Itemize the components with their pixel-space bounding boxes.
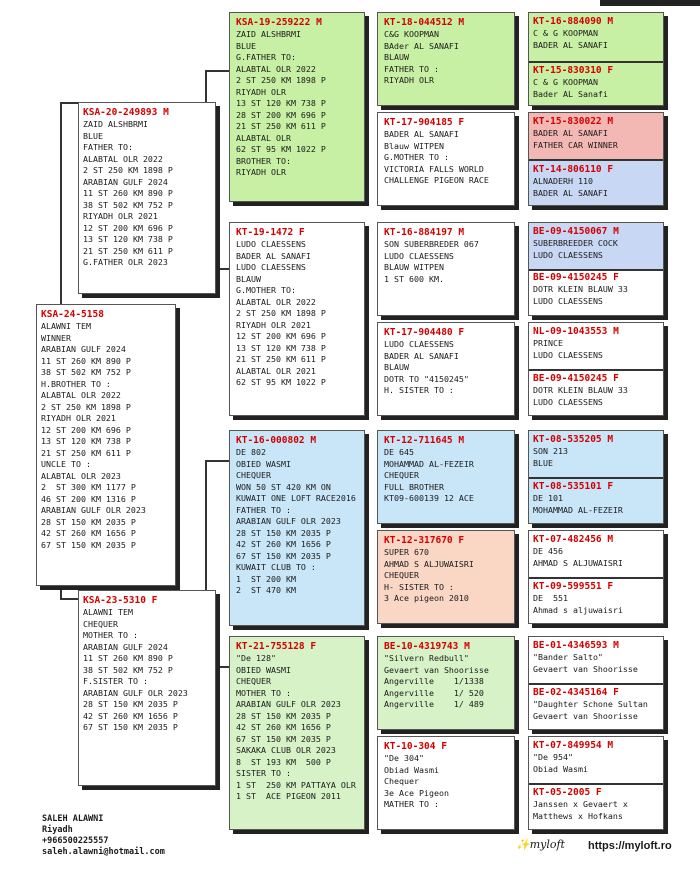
bird-details: LUDO CLAESSENS BADER AL SANAFI LUDO CLAESSENS BLAUW G.MOTHER TO: ALABTAL OLR 2022 2 ST 250 KM 1898 P RIYADH OLR 2021 12 ST 200 KM 696 P 13 ST 120 KM 738 P 21 ST 250 KM 611 P ALABTAL OLR 2021 62 ST 95 KM 1022 P [236, 239, 326, 387]
ring-number: BE-01-4346593 M [533, 640, 619, 651]
card-pair-4[interactable] [528, 322, 664, 416]
bird-details: BADER AL SANAFI Blauw WITPEN G.MOTHER TO : VICTORIA FALLS WORLD CHALLENGE PIGEON RACE [384, 129, 489, 185]
ring-number: KT-14-806110 F [533, 164, 614, 175]
bird-details: ALAWNI TEM WINNER ARABIAN GULF 2024 11 ST 260 KM 890 P 38 ST 502 KM 752 P H.BROTHER TO : ALABTAL OLR 2022 2 ST 250 KM 1898 P RIYADH OLR 2021 12 ST 200 KM 696 P 13 ST 120 KM 738 P 21 ST 250 KM 611 P UNCLE TO : ALABTAL OLR 2023 2 ST 300 KM 1177 P 46 ST 200 KM 1316 P ARABIAN GULF OLR 2023 28 ST 150 KM 2035 P 42 ST 260 KM 1656 P 67 ST 150 KM 2035 P [41, 321, 146, 550]
ring-number: KSA-23-5310 F [83, 595, 158, 606]
card-dam[interactable] [78, 590, 216, 786]
card-ggp-6[interactable] [377, 530, 515, 624]
ring-number: BE-09-4150067 M [533, 226, 619, 237]
ring-number: BE-10-4319743 M [384, 641, 470, 652]
owner-contact [42, 814, 165, 858]
card-pair-1[interactable] [528, 12, 664, 106]
bird-details: SUPER 670 AHMAD S ALJUWAISRI CHEQUER H- SISTER TO : 3 Ace pigeon 2010 [384, 547, 474, 603]
card-pair-2[interactable] [528, 112, 664, 206]
bird-details: "Daughter Schone Sultan Gevaert van Shoorisse [533, 699, 648, 721]
bird-details: SON SUBERBREDER 067 LUDO CLAESSENS BLAUW WITPEN 1 ST 600 KM. [384, 239, 479, 284]
brand-logo: ✨myloft [516, 838, 565, 851]
bird-details: "De 304" Obiad Wasmi Chequer 3e Ace Pigeon MATHER TO : [384, 753, 449, 809]
card-granddam-2[interactable] [229, 636, 365, 830]
ring-number: KT-16-000802 M [236, 435, 317, 446]
ring-number: KSA-19-259222 M [236, 17, 322, 28]
bird-details: ALNADERH 110 BADER AL SANAFI [533, 176, 608, 198]
card-ggp-8[interactable] [377, 736, 515, 830]
ring-number: KT-17-904185 F [384, 117, 465, 128]
bird-details: PRINCE LUDO CLAESSENS [533, 338, 603, 360]
owner-name: SALEH ALAWNI [42, 814, 104, 824]
ring-number: KT-17-904480 F [384, 327, 465, 338]
connector [60, 102, 62, 304]
card-ggp-2[interactable] [377, 112, 515, 206]
divider [529, 577, 663, 579]
owner-phone[interactable]: +966500225557 [42, 836, 109, 846]
ring-number: KT-15-830022 M [533, 116, 614, 127]
ring-number: KSA-24-5158 [41, 309, 104, 320]
bird-details: SUBERBREEDER COCK LUDO CLAESSENS [533, 238, 618, 260]
ring-number: KT-21-755128 F [236, 641, 317, 652]
bird-details: SON 213 BLUE [533, 446, 568, 468]
bird-details: DE 645 MOHAMMAD AL-FEZEIR CHEQUER FULL BROTHER KT09-600139 12 ACE [384, 447, 474, 503]
ring-number: KT-08-535101 F [533, 481, 614, 492]
brand-url[interactable]: https://myloft.ro [588, 840, 672, 852]
ring-number: KT-19-1472 F [236, 227, 305, 238]
ring-number: KT-05-2005 F [533, 787, 602, 798]
connector [205, 460, 229, 462]
brand-logo-text: myloft [529, 838, 565, 851]
card-pair-7[interactable] [528, 636, 664, 730]
connector [60, 102, 78, 104]
bird-details: DOTR KLEIN BLAUW 33 LUDO CLAESSENS [533, 385, 628, 407]
bird-details: ALAWNI TEM CHEQUER MOTHER TO : ARABIAN GULF 2024 11 ST 260 KM 890 P 38 ST 502 KM 752 P F.SISTER TO : ARABIAN GULF OLR 2023 28 ST 150 KM 2035 P 42 ST 260 KM 1656 P 67 ST 150 KM 2035 P [83, 607, 188, 732]
bird-details: LUDO CLAESSENS BADER AL SANAFI BLAUW DOTR TO "4150245" H. SISTER TO : [384, 339, 469, 395]
card-pair-5[interactable] [528, 430, 664, 524]
divider [529, 477, 663, 479]
card-pair-3[interactable] [528, 222, 664, 316]
ring-number: KT-12-317670 F [384, 535, 465, 546]
owner-city: Riyadh [42, 825, 73, 835]
bird-details: DE 101 MOHAMMAD AL-FEZEIR [533, 493, 623, 515]
ring-number: KT-10-304 F [384, 741, 447, 752]
bird-details: C & G KOOPMAN BADER AL SANAFI [533, 28, 608, 50]
bird-details: DE 802 OBIED WASMI CHEQUER WON 50 ST 420 KM ON KUWAIT ONE LOFT RACE2016 FATHER TO : ARABIAN GULF OLR 2023 28 ST 150 KM 2035 P 42 ST 260 KM 1656 P 67 ST 150 KM 2035 P KUWAIT CLUB TO : 1 ST 200 KM 2 ST 470 KM [236, 447, 356, 595]
ring-number: KT-12-711645 M [384, 435, 465, 446]
card-main-bird[interactable] [36, 304, 176, 586]
connector [60, 598, 78, 600]
bird-details: "De 954" Obiad Wasmi [533, 752, 588, 774]
card-pair-8[interactable] [528, 736, 664, 830]
bird-details: "Bander Salto" Gevaert van Shoorisse [533, 652, 638, 674]
card-grandsire-2[interactable] [229, 430, 365, 626]
ring-number: BE-02-4345164 F [533, 687, 619, 698]
ring-number: NL-09-1043553 M [533, 326, 619, 337]
ring-number: KT-07-849954 M [533, 740, 614, 751]
divider [529, 369, 663, 371]
bird-details: DOTR KLEIN BLAUW 33 LUDO CLAESSENS [533, 284, 628, 306]
connector [205, 70, 229, 72]
ring-number: KT-16-884197 M [384, 227, 465, 238]
owner-email[interactable]: saleh.alawni@hotmail.com [42, 847, 165, 857]
bird-details: DE 456 AHMAD S ALJUWAISRI [533, 546, 623, 568]
card-ggp-4[interactable] [377, 322, 515, 416]
card-granddam-1[interactable] [229, 222, 365, 416]
bird-details: C & G KOOPMAN Bader AL Sanafi [533, 77, 608, 99]
ring-number: KT-09-599551 F [533, 581, 614, 592]
top-header-strip [600, 0, 700, 6]
card-grandsire-1[interactable] [229, 12, 365, 202]
ring-number: BE-09-4150245 F [533, 373, 619, 384]
ring-number: KSA-20-249893 M [83, 107, 169, 118]
bird-details: "De 128" OBIED WASMI CHEQUER MOTHER TO : ARABIAN GULF OLR 2023 28 ST 150 KM 2035 P 42 ST 260 KM 1656 P 67 ST 150 KM 2035 P SAKAKA CLUB OLR 2023 8 ST 193 KM 500 P SISTER TO : 1 ST 250 KM PATTAYA OLR 1 ST ACE PIGEON 2011 [236, 653, 356, 801]
card-sire[interactable] [78, 102, 216, 294]
card-ggp-3[interactable] [377, 222, 515, 316]
bird-details: DE 551 Ahmad s aljuwaisri [533, 593, 623, 615]
ring-number: BE-09-4150245 F [533, 272, 619, 283]
divider [529, 683, 663, 685]
ring-number: KT-07-482456 M [533, 534, 614, 545]
bird-details: "Silvern Redbull" Gevaert van Shoorisse Angerville 1/1338 Angerville 1/ 520 Angerville 1/ 489 [384, 653, 489, 709]
ring-number: KT-15-830310 F [533, 65, 614, 76]
card-ggp-1[interactable] [377, 12, 515, 106]
bird-details: ZAID ALSHBRMI BLUE G.FATHER TO: ALABTAL OLR 2022 2 ST 250 KM 1898 P RIYADH OLR 13 ST 120 KM 738 P 28 ST 200 KM 696 P 21 ST 250 KM 611 P ALABTAL OLR 62 ST 95 KM 1022 P BROTHER TO: RIYADH OLR [236, 29, 326, 177]
card-ggp-5[interactable] [377, 430, 515, 524]
card-pair-6[interactable] [528, 530, 664, 624]
card-ggp-7[interactable] [377, 636, 515, 730]
divider [529, 783, 663, 785]
divider [529, 269, 663, 271]
bird-details: ZAID ALSHBRMI BLUE FATHER TO: ALABTAL OLR 2022 2 ST 250 KM 1898 P ARABIAN GULF 2024 11 ST 260 KM 890 P 38 ST 502 KM 752 P RIYADH OLR 2021 12 ST 200 KM 696 P 13 ST 120 KM 738 P 21 ST 250 KM 611 P G.FATHER OLR 2023 [83, 119, 173, 267]
divider [529, 61, 663, 63]
ring-number: KT-16-884090 M [533, 16, 614, 27]
bird-details: BADER AL SANAFI FATHER CAR WINNER [533, 128, 618, 150]
ring-number: KT-08-535205 M [533, 434, 614, 445]
ring-number: KT-18-044512 M [384, 17, 465, 28]
bird-details: Janssen x Gevaert x Matthews x Hofkans [533, 799, 628, 821]
bird-details: C&G KOOPMAN BAder AL SANAFI BLAUW FATHER TO : RIYADH OLR [384, 29, 459, 85]
